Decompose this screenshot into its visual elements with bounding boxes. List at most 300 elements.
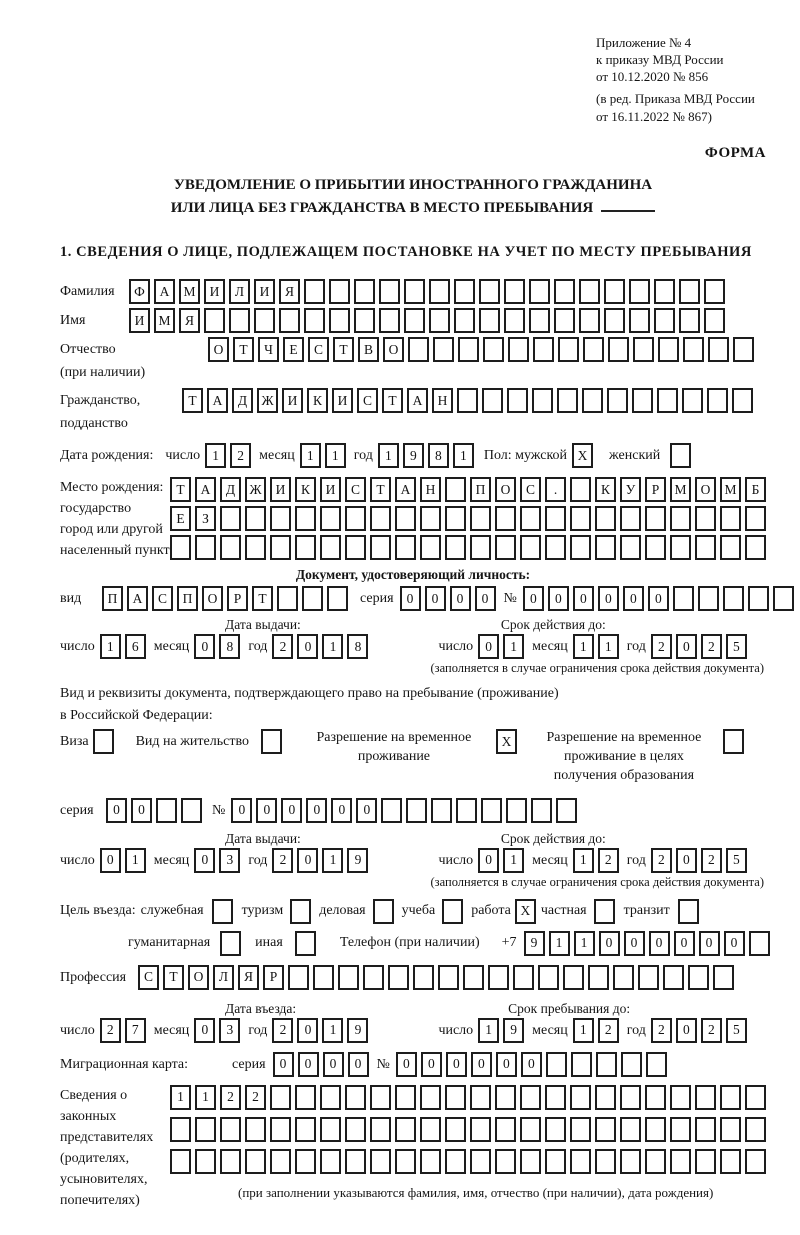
- char-cell[interactable]: [529, 279, 550, 304]
- char-cell[interactable]: 0: [425, 586, 446, 611]
- char-cell[interactable]: 0: [421, 1052, 442, 1077]
- char-cell[interactable]: 0: [331, 798, 352, 823]
- char-cell[interactable]: Т: [233, 337, 254, 362]
- char-cell[interactable]: 0: [446, 1052, 467, 1077]
- char-cell[interactable]: [570, 1085, 591, 1110]
- char-cell[interactable]: 2: [651, 1018, 672, 1043]
- char-cell[interactable]: [645, 1149, 666, 1174]
- char-cell[interactable]: [406, 798, 427, 823]
- char-cell[interactable]: [658, 337, 679, 362]
- char-cell[interactable]: А: [195, 477, 216, 502]
- char-cell[interactable]: [395, 1085, 416, 1110]
- char-cell[interactable]: [629, 308, 650, 333]
- char-cell[interactable]: [245, 1117, 266, 1142]
- char-cell[interactable]: [420, 1085, 441, 1110]
- char-cell[interactable]: [595, 1117, 616, 1142]
- char-cell[interactable]: [345, 535, 366, 560]
- char-cell[interactable]: 2: [272, 634, 293, 659]
- char-cell[interactable]: [229, 308, 250, 333]
- char-cell[interactable]: [445, 477, 466, 502]
- char-cell[interactable]: [620, 535, 641, 560]
- char-cell[interactable]: [529, 308, 550, 333]
- char-cell[interactable]: [670, 1117, 691, 1142]
- char-cell[interactable]: 2: [230, 443, 251, 468]
- char-cell[interactable]: [704, 279, 725, 304]
- char-cell[interactable]: [295, 931, 316, 956]
- char-cell[interactable]: 1: [503, 848, 524, 873]
- char-cell[interactable]: [470, 1149, 491, 1174]
- char-cell[interactable]: 0: [676, 848, 697, 873]
- char-cell[interactable]: 0: [273, 1052, 294, 1077]
- char-cell[interactable]: 0: [523, 586, 544, 611]
- char-cell[interactable]: 9: [524, 931, 545, 956]
- char-cell[interactable]: [320, 535, 341, 560]
- char-cell[interactable]: [595, 1149, 616, 1174]
- char-cell[interactable]: [579, 308, 600, 333]
- char-cell[interactable]: [295, 506, 316, 531]
- char-cell[interactable]: [270, 535, 291, 560]
- char-cell[interactable]: [457, 388, 478, 413]
- char-cell[interactable]: [220, 1117, 241, 1142]
- char-cell[interactable]: М: [670, 477, 691, 502]
- char-cell[interactable]: Т: [163, 965, 184, 990]
- char-cell[interactable]: [745, 1149, 766, 1174]
- char-cell[interactable]: 0: [100, 848, 121, 873]
- char-cell[interactable]: 0: [450, 586, 471, 611]
- char-cell[interactable]: 0: [106, 798, 127, 823]
- char-cell[interactable]: X: [515, 899, 536, 924]
- char-cell[interactable]: [429, 279, 450, 304]
- char-cell[interactable]: [657, 388, 678, 413]
- char-cell[interactable]: [670, 1149, 691, 1174]
- char-cell[interactable]: 0: [231, 798, 252, 823]
- char-cell[interactable]: 0: [649, 931, 670, 956]
- char-cell[interactable]: [295, 535, 316, 560]
- char-cell[interactable]: [245, 535, 266, 560]
- char-cell[interactable]: [531, 798, 552, 823]
- char-cell[interactable]: К: [595, 477, 616, 502]
- char-cell[interactable]: [354, 308, 375, 333]
- char-cell[interactable]: [579, 279, 600, 304]
- char-cell[interactable]: [595, 535, 616, 560]
- char-cell[interactable]: [495, 1149, 516, 1174]
- char-cell[interactable]: [688, 965, 709, 990]
- char-cell[interactable]: [604, 308, 625, 333]
- char-cell[interactable]: [354, 279, 375, 304]
- char-cell[interactable]: [673, 586, 694, 611]
- char-cell[interactable]: Я: [279, 279, 300, 304]
- char-cell[interactable]: [220, 931, 241, 956]
- char-cell[interactable]: [645, 1117, 666, 1142]
- char-cell[interactable]: О: [695, 477, 716, 502]
- char-cell[interactable]: М: [720, 477, 741, 502]
- char-cell[interactable]: 0: [699, 931, 720, 956]
- char-cell[interactable]: [483, 337, 504, 362]
- char-cell[interactable]: 0: [256, 798, 277, 823]
- char-cell[interactable]: Т: [382, 388, 403, 413]
- char-cell[interactable]: [613, 965, 634, 990]
- char-cell[interactable]: 8: [347, 634, 368, 659]
- char-cell[interactable]: [720, 506, 741, 531]
- char-cell[interactable]: А: [127, 586, 148, 611]
- char-cell[interactable]: Ч: [258, 337, 279, 362]
- char-cell[interactable]: 1: [378, 443, 399, 468]
- char-cell[interactable]: [381, 798, 402, 823]
- char-cell[interactable]: [558, 337, 579, 362]
- char-cell[interactable]: О: [383, 337, 404, 362]
- char-cell[interactable]: 3: [219, 1018, 240, 1043]
- char-cell[interactable]: [212, 899, 233, 924]
- char-cell[interactable]: И: [129, 308, 150, 333]
- char-cell[interactable]: [395, 1117, 416, 1142]
- char-cell[interactable]: [313, 965, 334, 990]
- char-cell[interactable]: [563, 965, 584, 990]
- char-cell[interactable]: [245, 506, 266, 531]
- char-cell[interactable]: [304, 279, 325, 304]
- char-cell[interactable]: 0: [298, 1052, 319, 1077]
- char-cell[interactable]: [595, 506, 616, 531]
- char-cell[interactable]: [482, 388, 503, 413]
- char-cell[interactable]: 2: [272, 1018, 293, 1043]
- char-cell[interactable]: 9: [347, 848, 368, 873]
- char-cell[interactable]: А: [395, 477, 416, 502]
- char-cell[interactable]: [429, 308, 450, 333]
- char-cell[interactable]: К: [295, 477, 316, 502]
- char-cell[interactable]: 0: [573, 586, 594, 611]
- char-cell[interactable]: [433, 337, 454, 362]
- char-cell[interactable]: Б: [745, 477, 766, 502]
- char-cell[interactable]: [404, 308, 425, 333]
- char-cell[interactable]: X: [496, 729, 517, 754]
- char-cell[interactable]: И: [332, 388, 353, 413]
- char-cell[interactable]: [570, 1149, 591, 1174]
- char-cell[interactable]: 1: [598, 634, 619, 659]
- char-cell[interactable]: [345, 1149, 366, 1174]
- char-cell[interactable]: И: [282, 388, 303, 413]
- char-cell[interactable]: 1: [573, 848, 594, 873]
- char-cell[interactable]: [395, 506, 416, 531]
- char-cell[interactable]: [698, 586, 719, 611]
- char-cell[interactable]: 2: [701, 1018, 722, 1043]
- char-cell[interactable]: 0: [297, 634, 318, 659]
- char-cell[interactable]: [670, 443, 691, 468]
- char-cell[interactable]: Р: [263, 965, 284, 990]
- char-cell[interactable]: [679, 308, 700, 333]
- char-cell[interactable]: [679, 279, 700, 304]
- char-cell[interactable]: [683, 337, 704, 362]
- char-cell[interactable]: [504, 308, 525, 333]
- char-cell[interactable]: [320, 506, 341, 531]
- char-cell[interactable]: [495, 1085, 516, 1110]
- char-cell[interactable]: 1: [325, 443, 346, 468]
- char-cell[interactable]: [695, 1149, 716, 1174]
- char-cell[interactable]: М: [154, 308, 175, 333]
- char-cell[interactable]: [290, 899, 311, 924]
- char-cell[interactable]: 0: [396, 1052, 417, 1077]
- char-cell[interactable]: 0: [281, 798, 302, 823]
- char-cell[interactable]: [732, 388, 753, 413]
- char-cell[interactable]: Ж: [257, 388, 278, 413]
- char-cell[interactable]: X: [572, 443, 593, 468]
- char-cell[interactable]: [546, 1052, 567, 1077]
- char-cell[interactable]: [507, 388, 528, 413]
- char-cell[interactable]: [254, 308, 275, 333]
- char-cell[interactable]: [470, 506, 491, 531]
- char-cell[interactable]: [195, 1117, 216, 1142]
- char-cell[interactable]: [629, 279, 650, 304]
- char-cell[interactable]: [302, 586, 323, 611]
- char-cell[interactable]: [370, 1149, 391, 1174]
- char-cell[interactable]: [607, 388, 628, 413]
- char-cell[interactable]: [181, 798, 202, 823]
- char-cell[interactable]: 5: [726, 1018, 747, 1043]
- char-cell[interactable]: Я: [179, 308, 200, 333]
- char-cell[interactable]: [708, 337, 729, 362]
- char-cell[interactable]: [329, 279, 350, 304]
- char-cell[interactable]: [479, 279, 500, 304]
- char-cell[interactable]: 0: [475, 586, 496, 611]
- char-cell[interactable]: [370, 535, 391, 560]
- char-cell[interactable]: [470, 535, 491, 560]
- char-cell[interactable]: [745, 1085, 766, 1110]
- char-cell[interactable]: [345, 1085, 366, 1110]
- char-cell[interactable]: [327, 586, 348, 611]
- char-cell[interactable]: [481, 798, 502, 823]
- char-cell[interactable]: [582, 388, 603, 413]
- char-cell[interactable]: [470, 1085, 491, 1110]
- char-cell[interactable]: [270, 1085, 291, 1110]
- char-cell[interactable]: [370, 506, 391, 531]
- char-cell[interactable]: [556, 798, 577, 823]
- char-cell[interactable]: П: [177, 586, 198, 611]
- char-cell[interactable]: 2: [701, 848, 722, 873]
- char-cell[interactable]: [320, 1149, 341, 1174]
- char-cell[interactable]: [470, 1117, 491, 1142]
- char-cell[interactable]: 2: [651, 634, 672, 659]
- char-cell[interactable]: [488, 965, 509, 990]
- char-cell[interactable]: 1: [205, 443, 226, 468]
- char-cell[interactable]: З: [195, 506, 216, 531]
- char-cell[interactable]: 5: [726, 848, 747, 873]
- char-cell[interactable]: [704, 308, 725, 333]
- char-cell[interactable]: [504, 279, 525, 304]
- char-cell[interactable]: Н: [420, 477, 441, 502]
- char-cell[interactable]: 2: [220, 1085, 241, 1110]
- char-cell[interactable]: [454, 308, 475, 333]
- char-cell[interactable]: Т: [170, 477, 191, 502]
- char-cell[interactable]: Т: [370, 477, 391, 502]
- char-cell[interactable]: 0: [648, 586, 669, 611]
- char-cell[interactable]: [445, 506, 466, 531]
- char-cell[interactable]: Ж: [245, 477, 266, 502]
- char-cell[interactable]: Н: [432, 388, 453, 413]
- char-cell[interactable]: [445, 535, 466, 560]
- char-cell[interactable]: [338, 965, 359, 990]
- char-cell[interactable]: [204, 308, 225, 333]
- char-cell[interactable]: [506, 798, 527, 823]
- char-cell[interactable]: Д: [220, 477, 241, 502]
- char-cell[interactable]: [495, 535, 516, 560]
- char-cell[interactable]: [545, 1085, 566, 1110]
- char-cell[interactable]: [532, 388, 553, 413]
- char-cell[interactable]: [363, 965, 384, 990]
- char-cell[interactable]: [445, 1149, 466, 1174]
- char-cell[interactable]: [261, 729, 282, 754]
- char-cell[interactable]: [345, 506, 366, 531]
- char-cell[interactable]: 0: [194, 848, 215, 873]
- char-cell[interactable]: И: [204, 279, 225, 304]
- char-cell[interactable]: [195, 1149, 216, 1174]
- char-cell[interactable]: [723, 586, 744, 611]
- char-cell[interactable]: [695, 1117, 716, 1142]
- char-cell[interactable]: Л: [213, 965, 234, 990]
- char-cell[interactable]: 9: [403, 443, 424, 468]
- char-cell[interactable]: 0: [623, 586, 644, 611]
- char-cell[interactable]: [277, 586, 298, 611]
- char-cell[interactable]: Е: [170, 506, 191, 531]
- char-cell[interactable]: С: [138, 965, 159, 990]
- char-cell[interactable]: П: [102, 586, 123, 611]
- char-cell[interactable]: 0: [478, 848, 499, 873]
- char-cell[interactable]: [170, 1149, 191, 1174]
- char-cell[interactable]: [220, 1149, 241, 1174]
- char-cell[interactable]: 9: [503, 1018, 524, 1043]
- char-cell[interactable]: [431, 798, 452, 823]
- char-cell[interactable]: .: [545, 477, 566, 502]
- char-cell[interactable]: Ф: [129, 279, 150, 304]
- char-cell[interactable]: 0: [471, 1052, 492, 1077]
- char-cell[interactable]: [723, 729, 744, 754]
- char-cell[interactable]: 0: [297, 1018, 318, 1043]
- char-cell[interactable]: Р: [227, 586, 248, 611]
- char-cell[interactable]: Я: [238, 965, 259, 990]
- char-cell[interactable]: [404, 279, 425, 304]
- char-cell[interactable]: [654, 308, 675, 333]
- char-cell[interactable]: 1: [125, 848, 146, 873]
- char-cell[interactable]: 1: [453, 443, 474, 468]
- char-cell[interactable]: [395, 535, 416, 560]
- char-cell[interactable]: 1: [574, 931, 595, 956]
- char-cell[interactable]: И: [270, 477, 291, 502]
- char-cell[interactable]: 8: [428, 443, 449, 468]
- char-cell[interactable]: [304, 308, 325, 333]
- char-cell[interactable]: [408, 337, 429, 362]
- char-cell[interactable]: К: [307, 388, 328, 413]
- char-cell[interactable]: 1: [322, 634, 343, 659]
- char-cell[interactable]: 1: [478, 1018, 499, 1043]
- char-cell[interactable]: [620, 1085, 641, 1110]
- char-cell[interactable]: [513, 965, 534, 990]
- char-cell[interactable]: [370, 1117, 391, 1142]
- char-cell[interactable]: 3: [219, 848, 240, 873]
- char-cell[interactable]: Л: [229, 279, 250, 304]
- char-cell[interactable]: [570, 506, 591, 531]
- char-cell[interactable]: [733, 337, 754, 362]
- char-cell[interactable]: 1: [549, 931, 570, 956]
- char-cell[interactable]: [495, 506, 516, 531]
- char-cell[interactable]: И: [320, 477, 341, 502]
- char-cell[interactable]: 0: [194, 1018, 215, 1043]
- char-cell[interactable]: 2: [272, 848, 293, 873]
- char-cell[interactable]: [156, 798, 177, 823]
- char-cell[interactable]: [608, 337, 629, 362]
- char-cell[interactable]: 2: [598, 848, 619, 873]
- char-cell[interactable]: А: [207, 388, 228, 413]
- char-cell[interactable]: 1: [503, 634, 524, 659]
- char-cell[interactable]: [773, 586, 794, 611]
- char-cell[interactable]: 1: [573, 634, 594, 659]
- char-cell[interactable]: 1: [170, 1085, 191, 1110]
- char-cell[interactable]: [748, 586, 769, 611]
- char-cell[interactable]: А: [407, 388, 428, 413]
- char-cell[interactable]: С: [520, 477, 541, 502]
- char-cell[interactable]: [93, 729, 114, 754]
- char-cell[interactable]: [520, 1117, 541, 1142]
- char-cell[interactable]: 7: [125, 1018, 146, 1043]
- char-cell[interactable]: [545, 506, 566, 531]
- char-cell[interactable]: С: [152, 586, 173, 611]
- char-cell[interactable]: [413, 965, 434, 990]
- char-cell[interactable]: 6: [125, 634, 146, 659]
- char-cell[interactable]: [646, 1052, 667, 1077]
- char-cell[interactable]: Е: [283, 337, 304, 362]
- char-cell[interactable]: [320, 1117, 341, 1142]
- char-cell[interactable]: [373, 899, 394, 924]
- char-cell[interactable]: 0: [548, 586, 569, 611]
- char-cell[interactable]: О: [202, 586, 223, 611]
- char-cell[interactable]: [270, 506, 291, 531]
- char-cell[interactable]: [329, 308, 350, 333]
- char-cell[interactable]: [638, 965, 659, 990]
- char-cell[interactable]: [395, 1149, 416, 1174]
- char-cell[interactable]: [678, 899, 699, 924]
- char-cell[interactable]: 0: [676, 634, 697, 659]
- char-cell[interactable]: [594, 899, 615, 924]
- char-cell[interactable]: [695, 1085, 716, 1110]
- char-cell[interactable]: 2: [701, 634, 722, 659]
- char-cell[interactable]: [370, 1085, 391, 1110]
- char-cell[interactable]: 5: [726, 634, 747, 659]
- char-cell[interactable]: 2: [651, 848, 672, 873]
- char-cell[interactable]: [620, 506, 641, 531]
- char-cell[interactable]: [420, 535, 441, 560]
- char-cell[interactable]: 9: [347, 1018, 368, 1043]
- char-cell[interactable]: [520, 1085, 541, 1110]
- char-cell[interactable]: [621, 1052, 642, 1077]
- char-cell[interactable]: [720, 535, 741, 560]
- char-cell[interactable]: [458, 337, 479, 362]
- char-cell[interactable]: [442, 899, 463, 924]
- char-cell[interactable]: 8: [219, 634, 240, 659]
- char-cell[interactable]: [454, 279, 475, 304]
- char-cell[interactable]: [596, 1052, 617, 1077]
- char-cell[interactable]: С: [308, 337, 329, 362]
- char-cell[interactable]: 0: [599, 931, 620, 956]
- char-cell[interactable]: 0: [724, 931, 745, 956]
- char-cell[interactable]: 0: [297, 848, 318, 873]
- char-cell[interactable]: 1: [100, 634, 121, 659]
- char-cell[interactable]: С: [345, 477, 366, 502]
- char-cell[interactable]: [170, 535, 191, 560]
- char-cell[interactable]: [545, 1117, 566, 1142]
- char-cell[interactable]: [379, 308, 400, 333]
- char-cell[interactable]: О: [188, 965, 209, 990]
- char-cell[interactable]: О: [495, 477, 516, 502]
- char-cell[interactable]: [220, 506, 241, 531]
- char-cell[interactable]: [645, 1085, 666, 1110]
- char-cell[interactable]: [195, 535, 216, 560]
- char-cell[interactable]: 1: [195, 1085, 216, 1110]
